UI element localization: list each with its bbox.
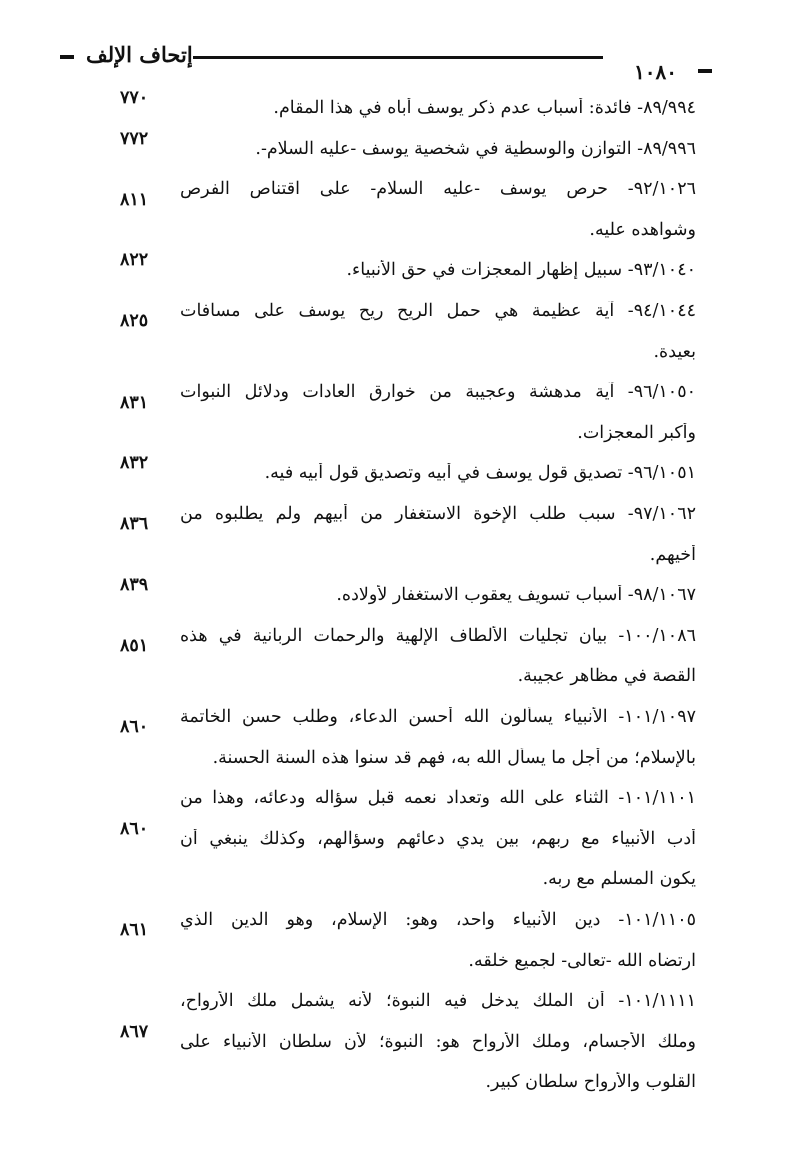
header-dash-right <box>698 69 712 73</box>
toc-entry-line: وأكبر المعجزات. <box>577 422 696 443</box>
toc-entry-line: ١٠١/١٠٩٧- الأنبياء يسألون الله أحسن الدعاء، وطلب حسن الخاتمة <box>180 707 696 727</box>
toc-page-ref: ٨٥١ <box>120 636 149 657</box>
toc-entry-line: القلوب والأرواح سلطان كبير. <box>485 1072 696 1093</box>
toc-page-ref: ٨٢٥ <box>120 311 149 332</box>
toc-page-ref: ٧٧٠ <box>120 88 149 108</box>
toc-entry-line: وملك الأجسام، وملك الأرواح هو: النبوة؛ لأن سلطان الأنبياء على <box>180 1031 696 1052</box>
toc-entry-line: أدب الأنبياء مع ربهم، بين يدي دعائهم وسؤالهم، وكذلك ينبغي أن <box>180 828 696 849</box>
toc-entry-line: ١٠١/١١٠١- الثناء على الله وتعداد نعمه قبل سؤاله ودعائه، وهذا من <box>180 788 696 809</box>
toc-page-ref: ٨٣١ <box>120 392 149 413</box>
toc-page-ref: ٨٦٧ <box>120 1021 149 1042</box>
header-dash-left <box>60 55 74 59</box>
page-number: ١٠٨٠ <box>634 60 677 84</box>
toc-page-ref: ٨٣٦ <box>120 514 149 535</box>
toc-entry-line: ٨٩/٩٩٤- فائدة: أسباب عدم ذكر يوسف أباه في هذا المقام. <box>273 98 696 118</box>
toc-entry-line: ٩٦/١٠٥٠- آية مدهشة وعجيبة من خوارق العادات ودلائل النبوات <box>180 382 696 403</box>
toc-page-ref: ٨٣٩ <box>120 575 149 596</box>
toc-entry-line: القصة في مظاهر عجيبة. <box>517 666 696 687</box>
toc-page-ref: ٨٢٢ <box>120 250 149 271</box>
toc-entry-line: ١٠٠/١٠٨٦- بيان تجليات الألطاف الإلهية والرحمات الربانية في هذه <box>180 625 696 646</box>
toc-entry-line: بعيدة. <box>653 341 696 362</box>
toc-page-ref: ٨٣٢ <box>120 453 149 474</box>
toc-page-ref: ٧٧٢ <box>120 128 149 149</box>
toc-entry-line: ٩٢/١٠٢٦- حرص يوسف -عليه السلام- على اقتناص الفرص <box>180 179 696 200</box>
toc-page-ref: ٨٦٠ <box>120 818 149 839</box>
running-header <box>60 44 712 84</box>
toc-entry-line: يكون المسلم مع ربه. <box>542 869 696 890</box>
toc-entry-line: ٩٣/١٠٤٠- سبيل إظهار المعجزات في حق الأنبياء. <box>346 260 696 281</box>
toc-page-ref: ٨٦٠ <box>120 717 149 738</box>
toc-page-ref: ٨١١ <box>120 189 149 210</box>
toc-entry-line: بالإسلام؛ من أجل ما يسأل الله به، فهم قد سنوا هذه السنة الحسنة. <box>212 747 696 768</box>
header-rule <box>193 56 603 59</box>
toc-entry-line: ارتضاه الله -تعالى- لجميع خلقه. <box>468 950 696 971</box>
toc-entry-line: ١٠١/١١١١- أن الملك يدخل فيه النبوة؛ لأنه يشمل ملك الأرواح، <box>180 991 696 1012</box>
toc-entry-line: ٨٩/٩٩٦- التوازن والوسطية في شخصية يوسف -عليه السلام-. <box>255 138 696 159</box>
toc-page-ref: ٨٦١ <box>120 920 149 941</box>
book-title: إتحاف الإلف <box>86 42 193 67</box>
toc-entry-line: وشواهده عليه. <box>589 219 696 240</box>
toc-entry-line: ٩٨/١٠٦٧- أسباب تسويف يعقوب الاستغفار لأولاده. <box>336 585 696 606</box>
toc-entry-line: أخيهم. <box>649 544 696 565</box>
toc-entry-line: ٩٤/١٠٤٤- آية عظيمة هي حمل الريح ريح يوسف على مسافات <box>180 301 696 321</box>
toc-entry-line: ١٠١/١١٠٥- دين الأنبياء واحد، وهو: الإسلام، وهو الدين الذي <box>180 910 696 930</box>
toc-entry-line: ٩٧/١٠٦٢- سبب طلب الإخوة الاستغفار من أبيهم ولم يطلبوه من <box>180 504 696 524</box>
toc-entry-line: ٩٦/١٠٥١- تصديق قول يوسف في أبيه وتصديق قول أبيه فيه. <box>264 463 696 484</box>
